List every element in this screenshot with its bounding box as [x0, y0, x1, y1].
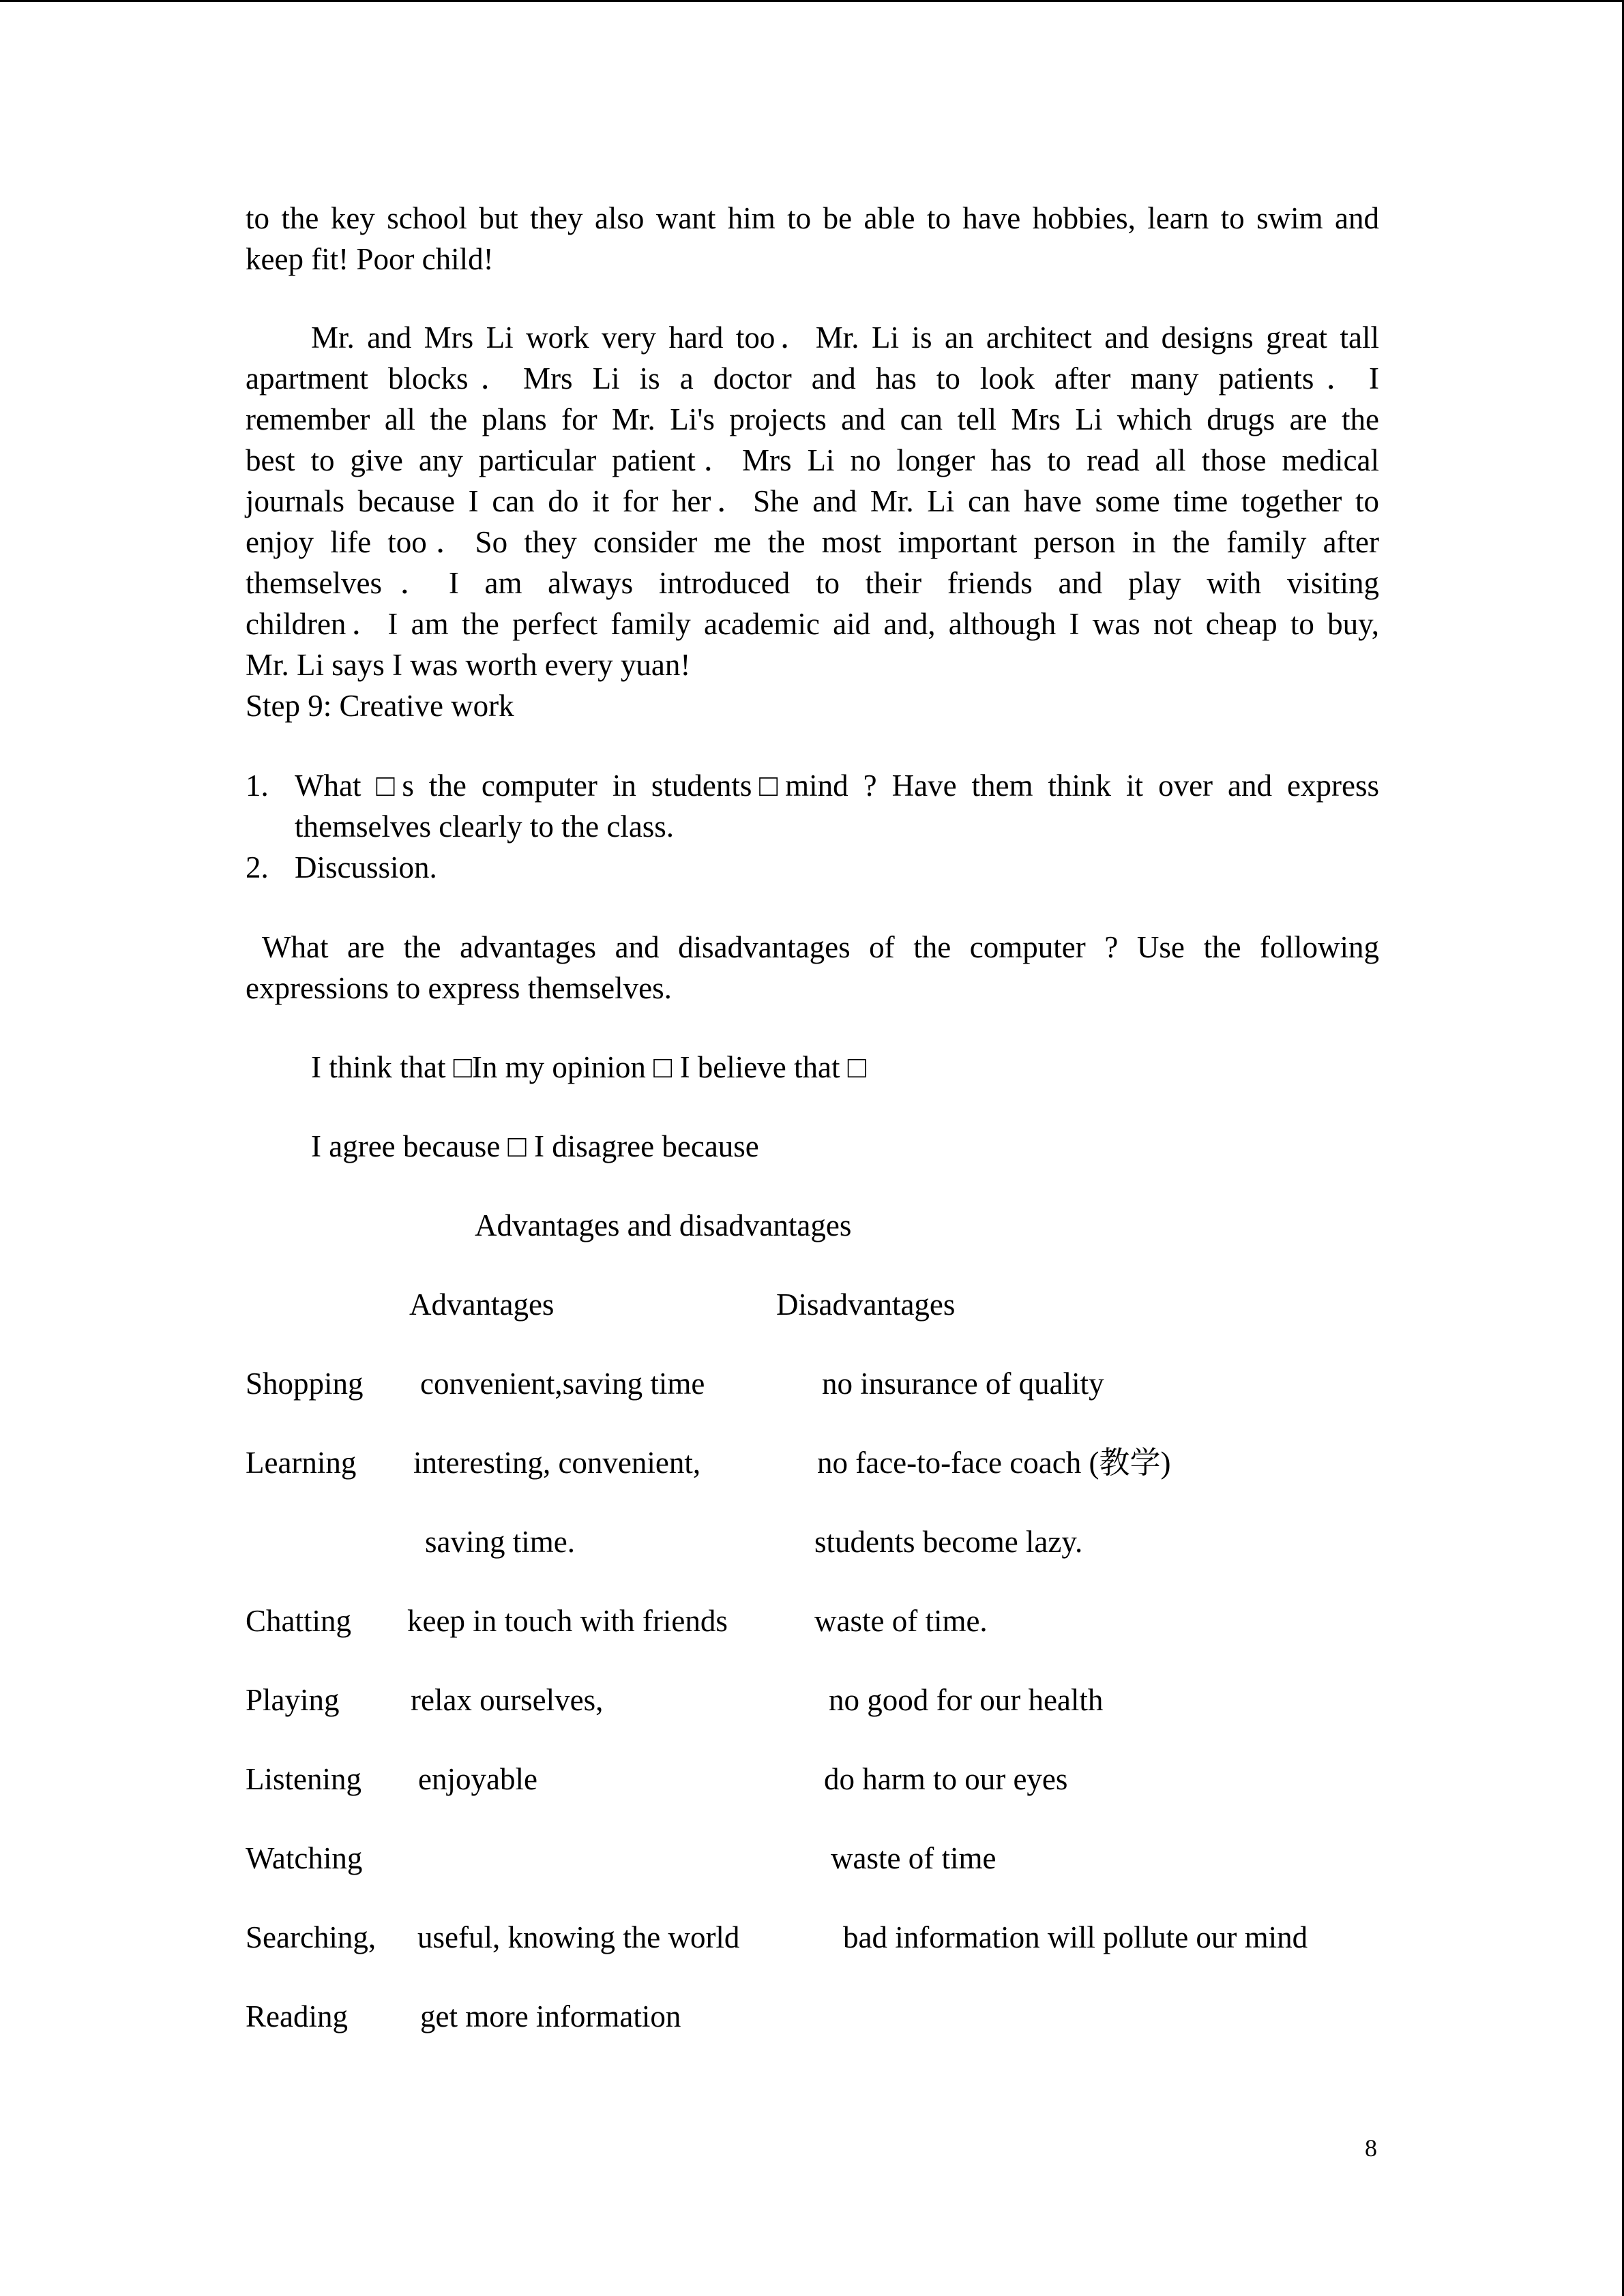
main-line: children．I am the perfect family academic aid and, although I was not cheap to buy,: [246, 607, 1379, 641]
prompt-line: What are the advantages and disadvantages of the computer ? Use the following: [262, 930, 1379, 964]
row-activity: Watching: [246, 1841, 363, 1875]
row-disadvantage: no insurance of quality: [822, 1367, 1104, 1401]
row-disadvantage: no face-to-face coach (教学): [817, 1446, 1171, 1480]
row-activity: Playing: [246, 1683, 340, 1717]
discussion-prompt: [246, 927, 1379, 1009]
main-line: remember all the plans for Mr. Li's projects and can tell Mrs Li which drugs are the: [246, 402, 1379, 436]
row-advantage: relax ourselves,: [411, 1683, 604, 1717]
row-activity: Reading: [246, 1999, 348, 2033]
row-advantage: get more information: [420, 1999, 681, 2033]
list-item-line: What □s the computer in students□mind ? Have them think it over and express: [295, 769, 1379, 803]
row-disadvantage: bad information will pollute our mind: [843, 1920, 1308, 1954]
row-disadvantage: students become lazy.: [814, 1525, 1083, 1559]
main-line: enjoy life too．So they consider me the most important person in the family after: [246, 525, 1379, 559]
step-heading: Step 9: Creative work: [246, 689, 514, 723]
row-activity: Listening: [246, 1762, 361, 1796]
list-number: 1.: [246, 769, 269, 803]
header-advantages: Advantages: [409, 1287, 555, 1322]
list-item-2: [295, 847, 1379, 888]
row-activity: Learning: [246, 1446, 357, 1480]
main-line: best to give any particular patient．Mrs Li no longer has to read all those medical: [246, 443, 1379, 477]
row-activity: Shopping: [246, 1367, 364, 1401]
list-item-line: Discussion.: [295, 850, 437, 884]
list-item-line: themselves clearly to the class.: [295, 809, 675, 844]
intro-paragraph: [246, 198, 1379, 280]
list-item-1: [295, 765, 1379, 847]
main-line: Mr. and Mrs Li work very hard too．Mr. Li is an architect and designs great tall: [311, 320, 1379, 355]
row-disadvantage: no good for our health: [829, 1683, 1104, 1717]
prompt-line: expressions to express themselves.: [246, 971, 672, 1005]
main-line: journals because I can do it for her．She and Mr. Li can have some time together to: [246, 484, 1379, 518]
row-advantage: convenient,saving time: [420, 1367, 705, 1401]
row-advantage: useful, knowing the world: [417, 1920, 740, 1954]
row-disadvantage: do harm to our eyes: [824, 1762, 1068, 1796]
page-top-border: [0, 0, 1624, 2]
row-advantage: enjoyable: [418, 1762, 537, 1796]
main-line: apartment blocks．Mrs Li is a doctor and has to look after many patients．I: [246, 361, 1379, 396]
row-advantage: keep in touch with friends: [407, 1604, 728, 1638]
table-title: Advantages and disadvantages: [475, 1208, 852, 1242]
header-disadvantages: Disadvantages: [776, 1287, 956, 1322]
page-number: 8: [1365, 2134, 1377, 2162]
intro-line: to the key school but they also want him to be able to have hobbies, learn to swim and: [246, 201, 1379, 235]
main-line: themselves．I am always introduced to their friends and play with visiting: [246, 566, 1379, 600]
row-activity: Chatting: [246, 1604, 351, 1638]
expression-line: I think that □In my opinion □ I believe that □: [311, 1050, 866, 1084]
main-line: Mr. Li says I was worth every yuan!: [246, 648, 691, 682]
intro-line: keep fit! Poor child!: [246, 242, 494, 276]
row-advantage: interesting, convenient,: [413, 1446, 701, 1480]
main-paragraph: [246, 317, 1379, 685]
row-disadvantage: waste of time.: [814, 1604, 988, 1638]
row-disadvantage: waste of time: [831, 1841, 996, 1875]
row-advantage: saving time.: [425, 1525, 575, 1559]
list-number: 2.: [246, 850, 269, 884]
expression-line: I agree because □ I disagree because: [311, 1129, 759, 1163]
row-activity: Searching,: [246, 1920, 377, 1954]
